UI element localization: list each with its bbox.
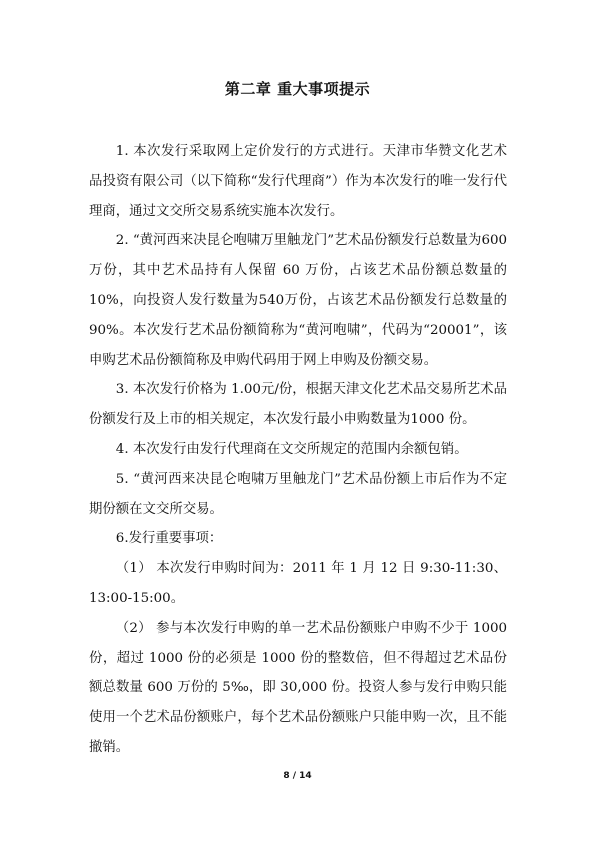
paragraph-item-2: 2. “黄河西来决昆仑咆啸万里触龙门”艺术品份额发行总数量为600万份，其中艺术品持有人保留 60 万份，占该艺术品份额总数量的 10%，向投资人发行数量为540万份，占该艺术品份额发行总数量的90%。本次发行艺术品份额简称为“黄河咆啸”，代码为“20001”，该申购艺术品份额简称及申购代码用于网上申购及份额交易。 xyxy=(89,233,507,368)
sub-item-2: （2） 参与本次发行申购的单一艺术品份额账户申购不少于 1000 份，超过 1000 份的必须是 1000 份的整数倍，但不得超过艺术品份额总数量 600 万份的 5‰，即 30,000 份。投资人参与发行申购只能使用一个艺术品份额账户，每个艺术品份额账户只能申购一次，且不能撤销。 xyxy=(89,620,507,755)
paragraph-item-4: 4. 本次发行由发行代理商在文交所规定的范围内余额包销。 xyxy=(115,441,468,457)
page-number: 8 / 14 xyxy=(283,771,312,781)
sub-item-1: （1） 本次发行申购时间为：2011 年 1 月 12 日 9:30-11:30、13:00-15:00。 xyxy=(89,561,507,606)
paragraph-item-6-heading: 6.发行重要事项： xyxy=(115,531,223,547)
paragraph-item-3: 3. 本次发行价格为 1.00元/份，根据天津文化艺术品交易所艺术品份额发行及上市的相关规定，本次发行最小申购数量为1000 份。 xyxy=(89,382,507,428)
paragraph-item-1: 1. 本次发行采取网上定价发行的方式进行。天津市华赞文化艺术品投资有限公司（以下简称“发行代理商”）作为本次发行的唯一发行代理商，通过文交所交易系统实施本次发行。 xyxy=(89,144,507,219)
paragraph-item-5: 5. “黄河西来决昆仑咆啸万里触龙门”艺术品份额上市后作为不定期份额在文交所交易。 xyxy=(89,471,507,517)
document-body xyxy=(89,137,507,763)
chapter-title: 第二章 重大事项提示 xyxy=(224,80,371,98)
